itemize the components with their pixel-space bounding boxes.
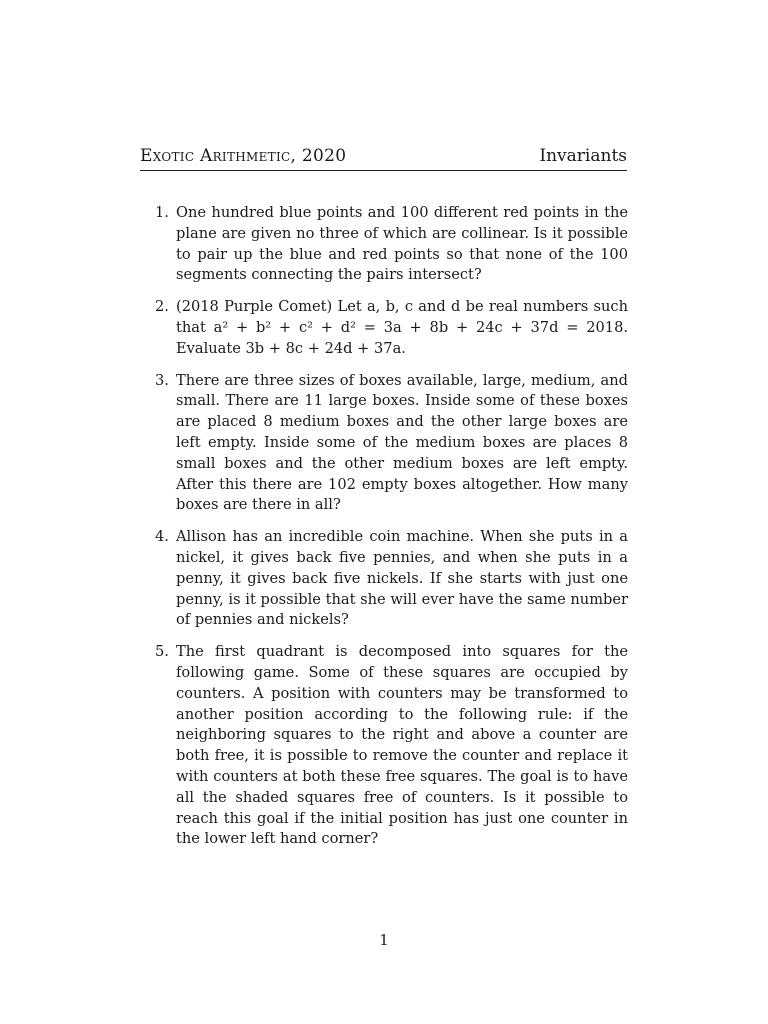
problem-item (150, 642, 628, 850)
problem-text: One hundred blue points and 100 different red points in the plane are given no three of which are collinear. Is it possible to pair up the blue and red points so that none of the 100 segments connecting the pairs intersect? (176, 204, 628, 284)
document-topic: Invariants (539, 146, 627, 166)
problem-number: 5. (155, 643, 169, 661)
problem-text: (2018 Purple Comet) Let a, b, c and d be real numbers such that a² + b² + c² + d² = 3a + 8b + 24c + 37d = 2018. Evaluate 3b + 8c + 24d + 37a. (176, 298, 628, 357)
problem-text: The first quadrant is decomposed into squares for the following game. Some of these squares are occupied by counters. A position with counters may be transformed to another position according to the following rule: if the neighboring squares to the right and above a counter are both free, it is possible to remove the counter and replace it with counters at both these free squares. The goal is to have all the shaded squares free of counters. Is it possible to reach this goal if the initial position has just one counter in the lower left hand corner? (176, 643, 628, 848)
problem-number: 2. (155, 298, 169, 316)
problem-number: 3. (155, 371, 169, 389)
document-title: Exotic Arithmetic, 2020 (140, 146, 347, 166)
problem-number: 4. (155, 528, 169, 546)
problem-text: There are three sizes of boxes available, large, medium, and small. There are 11 large boxes. Inside some of these boxes are placed 8 medium boxes and the other large boxes are left empty. Inside some of the medium boxes are places 8 small boxes and the other medium boxes are left empty. After this there are 102 empty boxes altogether. How many boxes are there in all? (176, 371, 628, 514)
problem-number: 1. (155, 204, 169, 221)
problem-text: Allison has an incredible coin machine. When she puts in a nickel, it gives back five pennies, and when she puts in a penny, it gives back five nickels. If she starts with just one penny, is it possible that she will ever have the same number of pennies and nickels? (176, 528, 628, 629)
problem-item (150, 527, 628, 631)
problem-list (150, 203, 628, 861)
page-header (140, 146, 627, 171)
problem-item (150, 371, 628, 517)
problem-item (150, 297, 628, 359)
page-number: 1 (379, 931, 389, 949)
problem-item (150, 203, 628, 286)
